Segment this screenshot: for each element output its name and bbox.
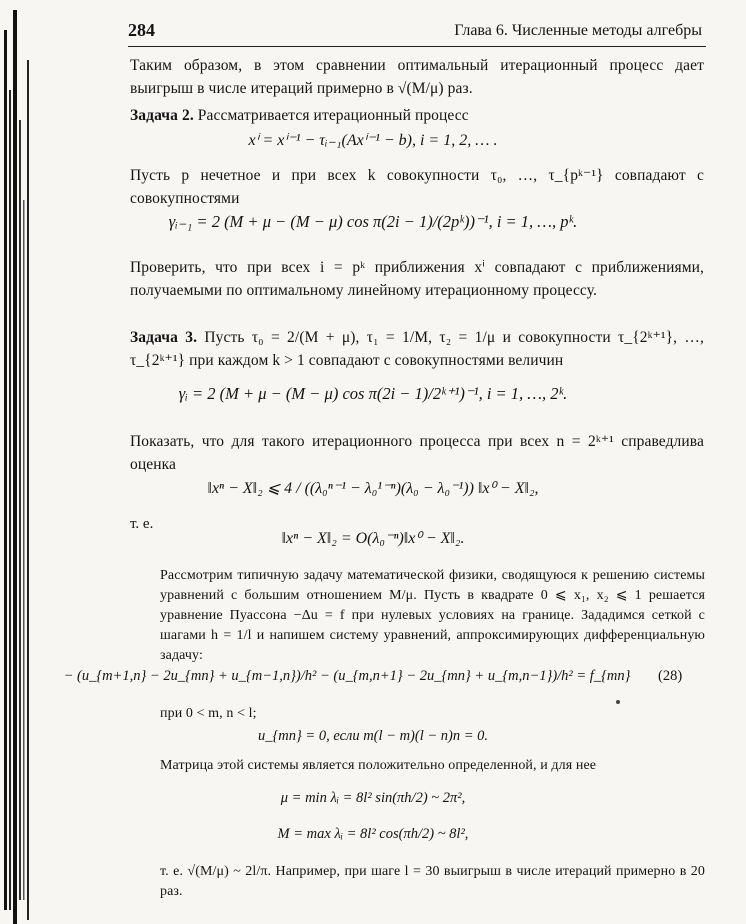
text-te-1: т. е. (130, 516, 154, 532)
task3-text: Пусть τ₀ = 2/(M + μ), τ₁ = 1/M, τ₂ = 1/μ и совокупности τ_{2ᵏ⁺¹}, …, τ_{2ᵏ⁺¹} при каждом k > 1 совпадают с совокупностями величин (130, 329, 705, 369)
equation-iteration: xⁱ = xⁱ⁻¹ − τᵢ₋₁(Axⁱ⁻¹ − b), i = 1, 2, … . (248, 132, 498, 149)
equation-mu: μ = min λᵢ = 8l² sin(πh/2) ~ 2π², (280, 790, 466, 806)
equation-gamma-p: γᵢ₋₁ = 2 (M + μ − (M − μ) cos π(2i − 1)/(2pᵏ))⁻¹, i = 1, …, pᵏ. (168, 212, 578, 231)
equation-norm-order: ‖xⁿ − X‖₂ = O(λ₀⁻ⁿ)‖x⁰ − X‖₂. (281, 530, 465, 547)
task2-heading (130, 104, 704, 127)
task2-text: Рассматривается итерационный процесс (197, 107, 469, 124)
paragraph-conclusion: т. е. √(M/μ) ~ 2l/π. Например, при шаге l = 30 выигрыш в числе итераций примерно в 20 раз. (160, 864, 705, 899)
paragraph-index-range: при 0 < m, n < l; (160, 706, 257, 721)
task3-heading (130, 326, 704, 372)
paragraph-task3-show: Показать, что для такого итерационного процесса при всех n = 2ᵏ⁺¹ справедлива оценка (130, 433, 704, 473)
equation-gamma-2k: γᵢ = 2 (M + μ − (M − μ) cos π(2i − 1)/2ᵏ⁺¹)⁻¹, i = 1, …, 2ᵏ. (178, 384, 568, 403)
equation-M: M = max λᵢ = 8l² cos(πh/2) ~ 8l², (277, 826, 469, 842)
running-head: Глава 6. Численные методы алгебры (454, 22, 702, 39)
page-number: 284 (128, 20, 155, 40)
task3-label: Задача 3. (130, 329, 198, 346)
paragraph-task2-check: Проверить, что при всех i = pᵏ приближения xⁱ совпадают с приближениями, получаемыми по оптимальному линейному итерационному процессу. (130, 259, 704, 299)
equation-poisson-discrete: − (u_{m+1,n} − 2u_{mn} + u_{m−1,n})/h² − (u_{m,n+1} − 2u_{mn} + u_{m,n−1})/h² = f_{mn} (63, 668, 631, 684)
paragraph-task2-condition: Пусть p нечетное и при всех k совокупности τ₀, …, τ_{pᵏ⁻¹} совпадают с совокупностями (130, 167, 704, 207)
equation-norm-estimate: ‖xⁿ − X‖₂ ⩽ 4 / ((λ₀ⁿ⁻¹ − λ₀¹⁻ⁿ)(λ₀ − λ₀⁻¹)) ‖x⁰ − X‖₂, (207, 480, 539, 497)
equation-number-28: (28) (658, 668, 683, 684)
task2-label: Задача 2. (130, 107, 194, 124)
paragraph-poisson-intro: Рассмотрим типичную задачу математической физики, сводящуюся к решению системы уравнений с большим отношением M/μ. Пусть в квадрате 0 ⩽ x₁, x₂ ⩽ 1 решается уравнение Пуассона −Δu = f при нулевых условиях на границе. Зададимся сеткой с шагами h = 1/l и напишем систему уравнений, аппроксимирующих дифференциальную задачу: (160, 568, 705, 663)
paragraph-matrix: Матрица этой системы является положительно определенной, и для нее (160, 758, 597, 773)
page-header (128, 18, 706, 47)
equation-boundary: u_{mn} = 0, если m(l − m)(l − n)n = 0. (257, 728, 489, 744)
scan-speck (616, 700, 620, 704)
paragraph-intro: Таким образом, в этом сравнении оптимальный итерационный процесс дает выигрыш в числе итераций примерно в √(M/μ) раз. (130, 57, 704, 97)
